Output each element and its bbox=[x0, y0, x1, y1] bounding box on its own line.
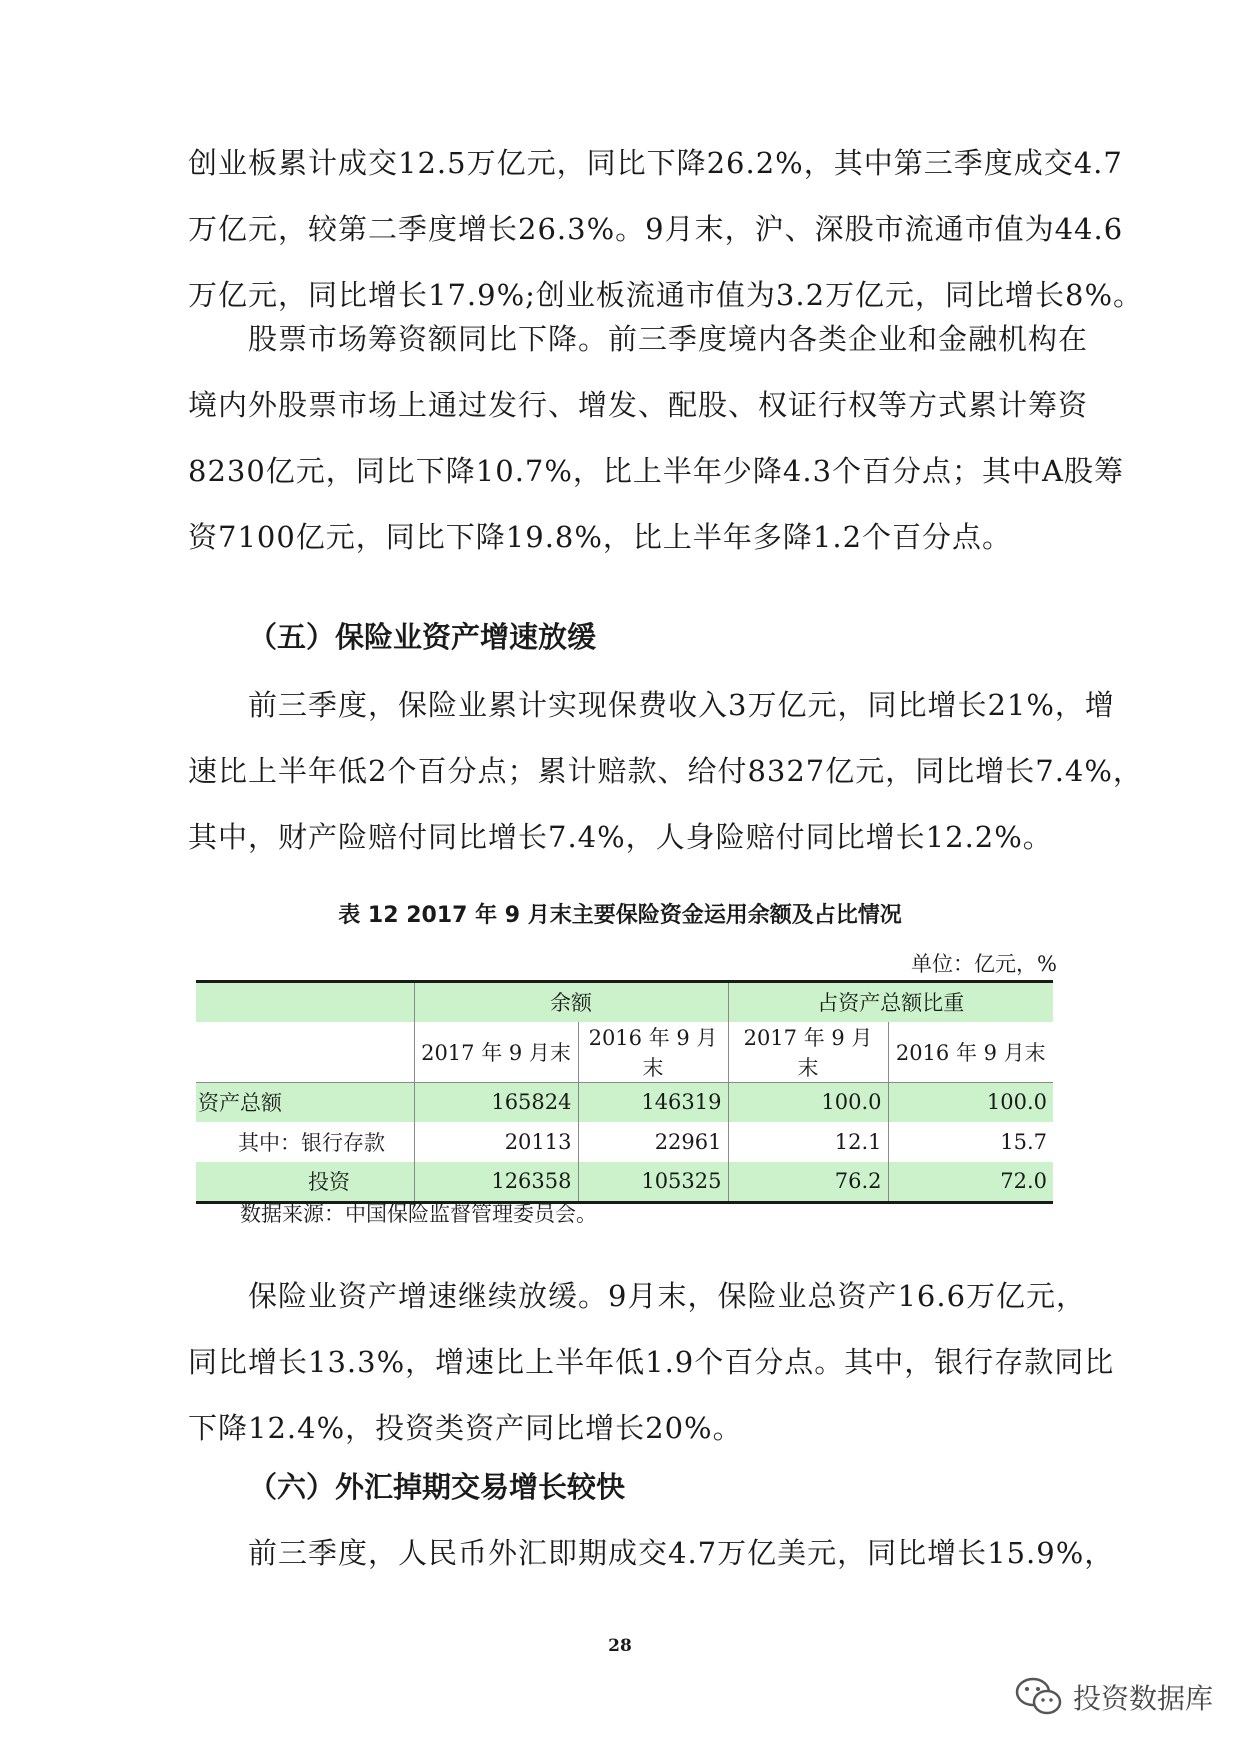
text-line: 资7100亿元，同比下降19.8%，比上半年多降1.2个百分点。 bbox=[188, 520, 1013, 554]
table-row bbox=[196, 1162, 1053, 1202]
section-heading-insurance: （五）保险业资产增速放缓 bbox=[248, 620, 597, 654]
table-cell: 100.0 bbox=[728, 1082, 888, 1122]
table-unit: 单位：亿元，% bbox=[911, 952, 1057, 976]
subheader: 2016 年 9 月末 bbox=[888, 1022, 1053, 1083]
text-line: 股票市场筹资额同比下降。前三季度境内各类企业和金融机构在 bbox=[188, 322, 1089, 356]
watermark-text: 投资数据库 bbox=[1073, 1682, 1214, 1715]
text-line: 同比增长13.3%，增速比上半年低1.9个百分点。其中，银行存款同比 bbox=[188, 1345, 1115, 1379]
table-cell: 105325 bbox=[578, 1162, 728, 1202]
paragraph-stock-financing bbox=[188, 306, 1124, 570]
table-cell: 15.7 bbox=[1000, 1130, 1047, 1154]
watermark bbox=[1015, 1676, 1213, 1718]
table-cell: 146319 bbox=[578, 1082, 728, 1122]
table-cell: 126358 bbox=[414, 1162, 578, 1202]
table-cell: 72.0 bbox=[888, 1162, 1053, 1202]
table-caption: 表 12 2017 年 9 月末主要保险资金运用余额及占比情况 bbox=[338, 903, 902, 928]
text-line: 万亿元，同比增长17.9%;创业板流通市值为3.2万亿元，同比增长8%。 bbox=[188, 278, 1144, 312]
table-cell: 165824 bbox=[414, 1082, 578, 1122]
table-subheader-row bbox=[196, 1022, 1053, 1083]
text-line: 速比上半年低2个百分点；累计赔款、给付8327亿元，同比增长7.4%， bbox=[188, 754, 1143, 788]
text-line: 境内外股票市场上通过发行、增发、配股、权证行权等方式累计筹资 bbox=[188, 388, 1089, 422]
text-line: 保险业资产增速继续放缓。9月末，保险业总资产16.6万亿元， bbox=[188, 1279, 1087, 1313]
insurance-fund-table bbox=[196, 980, 1053, 1204]
row-label: 投资 bbox=[196, 1162, 414, 1202]
table-source: 数据来源：中国保险监督管理委员会。 bbox=[240, 1202, 597, 1226]
table-cell: 20113 bbox=[414, 1122, 578, 1162]
header-balance: 余额 bbox=[414, 982, 728, 1022]
header-share: 占资产总额比重 bbox=[728, 982, 1053, 1022]
table-row bbox=[196, 1082, 1053, 1122]
paragraph-fx-spot bbox=[188, 1520, 1115, 1586]
table-header-row bbox=[196, 982, 1053, 1022]
text-line: 8230亿元，同比下降10.7%，比上半年少降4.3个百分点；其中A股筹 bbox=[188, 454, 1124, 488]
text-line: 前三季度，人民币外汇即期成交4.7万亿美元，同比增长15.9%， bbox=[188, 1536, 1115, 1570]
wechat-icon bbox=[1015, 1676, 1063, 1718]
section-heading-fx: （六）外汇掉期交易增长较快 bbox=[248, 1470, 626, 1504]
table-cell: 22961 bbox=[578, 1122, 728, 1162]
paragraph-stock-trading bbox=[188, 130, 1144, 328]
text-line: 创业板累计成交12.5万亿元，同比下降26.2%，其中第三季度成交4.7 bbox=[188, 146, 1123, 180]
text-line: 下降12.4%，投资类资产同比增长20%。 bbox=[188, 1411, 743, 1445]
table-row bbox=[196, 1122, 1053, 1162]
subheader: 2017 年 9 月末 bbox=[414, 1022, 578, 1083]
row-label: 其中：银行存款 bbox=[196, 1122, 414, 1162]
paragraph-insurance-assets bbox=[188, 1263, 1115, 1461]
row-label: 资产总额 bbox=[196, 1082, 414, 1122]
table-cell: 12.1 bbox=[728, 1122, 888, 1162]
table-cell: 76.2 bbox=[728, 1162, 888, 1202]
subheader: 2016 年 9 月末 bbox=[578, 1022, 728, 1083]
subheader: 2017 年 9 月末 bbox=[728, 1022, 888, 1083]
text-line: 万亿元，较第二季度增长26.3%。9月末，沪、深股市流通市值为44.6 bbox=[188, 212, 1124, 246]
table-cell: 100.0 bbox=[888, 1082, 1053, 1122]
text-line: 其中，财产险赔付同比增长7.4%，人身险赔付同比增长12.2%。 bbox=[188, 820, 1053, 854]
paragraph-insurance-premium bbox=[188, 606, 1143, 870]
page-number: 28 bbox=[608, 1636, 632, 1656]
text-line: 前三季度，保险业累计实现保费收入3万亿元，同比增长21%，增 bbox=[188, 688, 1115, 722]
